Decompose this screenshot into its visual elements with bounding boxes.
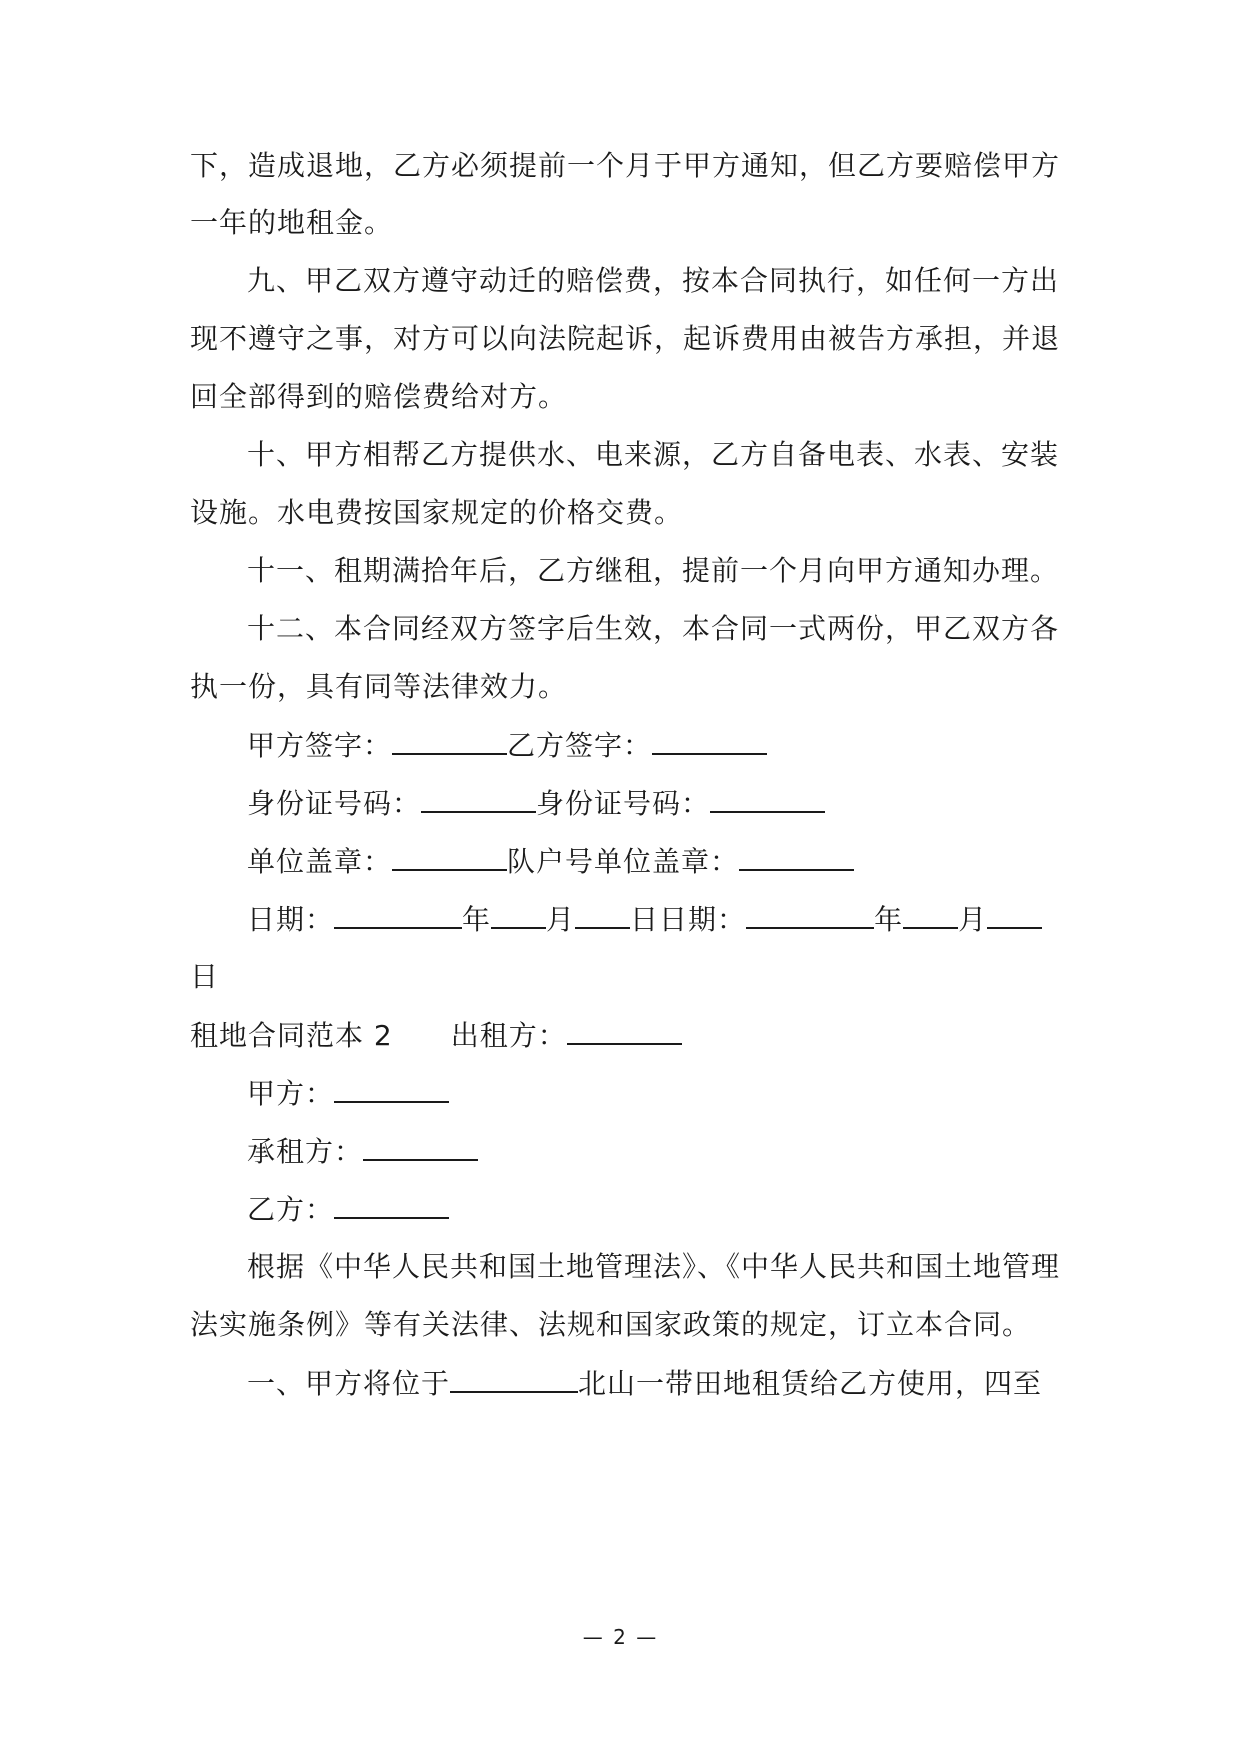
id-number-line	[247, 783, 825, 824]
party-a-label: 甲方：	[247, 1077, 335, 1110]
clause-9: 九、甲乙双方遵守动迁的赔偿费，按本合同执行，如任何一方出	[247, 264, 1060, 297]
text-line: 设施。水电费按国家规定的价格交费。	[190, 496, 684, 529]
lessee-line	[247, 1131, 478, 1172]
id-a-blank	[421, 783, 536, 813]
clause-11: 十一、租期满拾年后，乙方继租，提前一个月向甲方通知办理。	[247, 554, 1060, 587]
month-label: 月	[958, 903, 988, 936]
id-b-label: 身份证号码：	[536, 787, 711, 820]
lessee-label: 承租方：	[247, 1135, 364, 1168]
legal-basis-paragraph: 根据《中华人民共和国土地管理法》、《中华人民共和国土地管理	[247, 1250, 1061, 1283]
location-blank	[450, 1363, 578, 1393]
party-a-sign-blank	[392, 725, 507, 755]
text-line: 执一份，具有同等法律效力。	[190, 670, 568, 703]
seal-a-label: 单位盖章：	[247, 845, 393, 878]
year-label: 年	[462, 903, 492, 936]
party-a-blank	[334, 1073, 449, 1103]
date-b-month-blank	[903, 899, 958, 929]
date-b-day-blank	[987, 899, 1042, 929]
clause-12: 十二、本合同经双方签字后生效，本合同一式两份，甲乙双方各	[247, 612, 1060, 645]
party-b-sign-blank	[652, 725, 767, 755]
seal-b-label: 队户号单位盖章：	[507, 845, 740, 878]
month-label: 月	[546, 903, 576, 936]
day-date-b-label: 日日期：	[630, 903, 747, 936]
date-line	[247, 899, 1042, 940]
signature-line	[247, 725, 767, 766]
date-a-month-blank	[491, 899, 546, 929]
date-a-year-blank	[334, 899, 462, 929]
party-b-sign-label: 乙方签字：	[507, 729, 653, 762]
text-line: 法实施条例》等有关法律、法规和国家政策的规定，订立本合同。	[190, 1308, 1032, 1341]
lessee-blank	[363, 1131, 478, 1161]
seal-a-blank	[392, 841, 507, 871]
lessor-blank	[567, 1015, 682, 1045]
clause-1-start: 一、甲方将位于	[247, 1367, 451, 1400]
year-label: 年	[874, 903, 904, 936]
party-b-label: 乙方：	[247, 1193, 335, 1226]
id-b-blank	[710, 783, 825, 813]
party-b-line	[247, 1189, 449, 1230]
party-a-sign-label: 甲方签字：	[247, 729, 393, 762]
party-a-line	[247, 1073, 449, 1114]
text-line: 下，造成退地，乙方必须提前一个月于甲方通知，但乙方要赔偿甲方	[190, 149, 1061, 182]
seal-line	[247, 841, 854, 882]
id-a-label: 身份证号码：	[247, 787, 422, 820]
clause-10: 十、甲方相帮乙方提供水、电来源，乙方自备电表、水表、安装	[247, 438, 1060, 471]
clause-1	[247, 1363, 1042, 1404]
clause-1-end: 北山一带田地租赁给乙方使用，四至	[578, 1367, 1043, 1400]
date-a-day-blank	[575, 899, 630, 929]
date-b-year-blank	[746, 899, 874, 929]
text-line: 一年的地租金。	[190, 206, 394, 239]
contract-2-header	[190, 1015, 682, 1056]
seal-b-blank	[739, 841, 854, 871]
text-line: 回全部得到的赔偿费给对方。	[190, 380, 568, 413]
text-line: 现不遵守之事，对方可以向法院起诉，起诉费用由被告方承担，并退	[190, 322, 1061, 355]
contract-2-title: 租地合同范本 2	[190, 1019, 393, 1052]
party-b-blank	[334, 1189, 449, 1219]
lessor-label: 出租方：	[450, 1019, 567, 1052]
date-a-label: 日期：	[247, 903, 335, 936]
day-label: 日	[190, 960, 220, 993]
page-number: — 2 —	[582, 1625, 659, 1649]
